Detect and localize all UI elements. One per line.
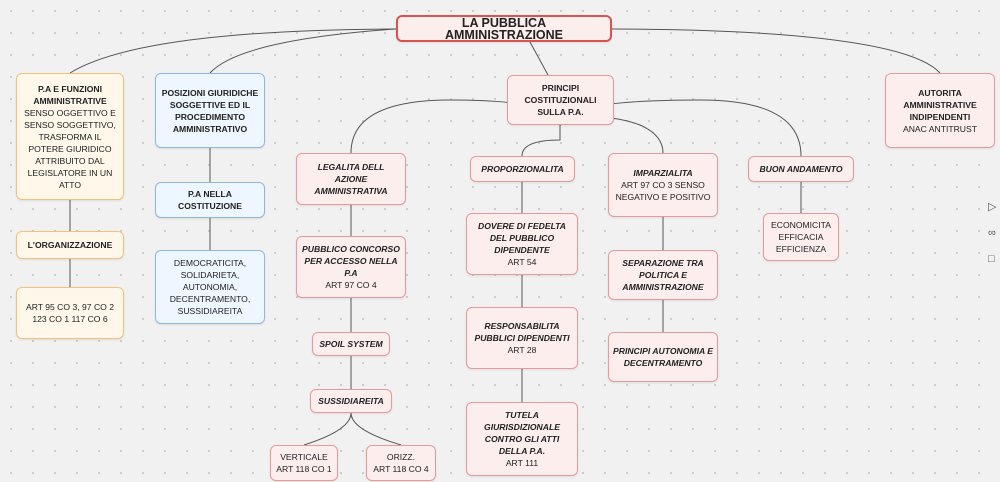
node-dovere[interactable]: [466, 213, 578, 275]
node-text: ART 97 CO 4: [325, 280, 377, 290]
root-node[interactable]: [396, 15, 612, 42]
connector-line: [304, 413, 351, 445]
node-posizioni[interactable]: [155, 73, 265, 148]
node-title: L'ORGANIZZAZIONE: [27, 240, 113, 250]
node-economicita[interactable]: [763, 213, 839, 261]
connector-line: [70, 29, 396, 73]
node-sussidiareita[interactable]: [310, 389, 392, 413]
node-principi[interactable]: [507, 75, 614, 125]
node-autorita[interactable]: [885, 73, 995, 148]
node-title: BUON ANDAMENTO: [759, 164, 843, 174]
node-concorso[interactable]: [296, 236, 406, 298]
node-title: SPOIL SYSTEM: [319, 339, 383, 349]
node-buon-andamento[interactable]: [748, 156, 854, 182]
node-text: ART 28: [507, 345, 537, 355]
node-spoil-system[interactable]: [312, 332, 390, 356]
connector-line: [522, 125, 560, 156]
node-imparzialita[interactable]: [608, 153, 718, 217]
node-title: ORIZZ.: [386, 452, 416, 462]
node-title: PUBBLICO CONCORSO PER ACCESSO NELLA P.A: [302, 244, 400, 278]
node-title: P.A E FUNZIONI AMMINISTRATIVE: [33, 83, 107, 106]
node-title: SUSSIDIAREITA: [318, 396, 384, 406]
node-legalita[interactable]: [296, 153, 406, 205]
node-pa-funzioni[interactable]: [16, 73, 124, 200]
node-text: ANAC ANTITRUST: [902, 123, 977, 134]
node-text: ART 118 CO 1: [276, 464, 332, 474]
node-verticale[interactable]: [270, 445, 338, 481]
node-title: PROPORZIONALITA: [481, 164, 564, 174]
node-title: DOVERE DI FEDELTA DEL PUBBLICO DIPENDENTE: [477, 221, 566, 255]
link-icon[interactable]: ∞: [988, 227, 996, 239]
connector-line: [351, 413, 401, 445]
node-text: ART 118 CO 4: [373, 464, 429, 474]
node-text: ART 54: [507, 257, 537, 267]
node-title: TUTELA GIURISDIZIONALE CONTRO GLI ATTI DELLA P.A.: [484, 410, 560, 456]
node-autonomia[interactable]: [608, 332, 718, 382]
node-responsabilita[interactable]: [466, 307, 578, 369]
node-democraticita[interactable]: [155, 250, 265, 324]
node-organizzazione[interactable]: [16, 231, 124, 259]
node-title: AUTORITA AMMINISTRATIVE INDIPENDENTI: [903, 87, 977, 122]
node-title: IMPARZIALITA: [633, 168, 693, 178]
node-tutela[interactable]: [466, 402, 578, 476]
node-text: ART 111: [505, 458, 539, 468]
node-title: VERTICALE: [280, 452, 328, 462]
node-title: LEGALITA DELL AZIONE AMMINISTRATIVA: [314, 162, 388, 196]
node-proporzionalita[interactable]: [470, 156, 575, 182]
connector-line: [530, 42, 548, 75]
node-title: PRINCIPI COSTITUZIONALI SULLA P.A.: [524, 83, 597, 117]
node-text: ART 95 CO 3, 97 CO 2 123 CO 1 117 CO 6: [25, 302, 115, 324]
node-title: RESPONSABILITA PUBBLICI DIPENDENTI: [474, 321, 570, 343]
right-toolbar: [988, 200, 1000, 279]
node-pa-costituzione[interactable]: [155, 182, 265, 218]
node-separazione[interactable]: [608, 250, 718, 300]
root-title: LA PUBBLICA AMMINISTRAZIONE: [444, 15, 564, 42]
node-text: ECONOMICITA EFFICACIA EFFICIENZA: [771, 220, 831, 254]
node-orizz[interactable]: [366, 445, 436, 481]
comment-icon[interactable]: □: [988, 253, 995, 265]
node-text: ART 97 CO 3 SENSO NEGATIVO E POSITIVO: [615, 180, 711, 202]
cursor-icon[interactable]: ▷: [988, 201, 997, 213]
node-title: POSIZIONI GIURIDICHE SOGGETTIVE ED IL PROCEDIMENTO AMMINISTRATIVO: [161, 87, 259, 134]
node-text: DEMOCRATICITA, SOLIDARIETA, AUTONOMIA, DECENTRAMENTO, SUSSIDIAREITA: [169, 258, 251, 316]
connector-line: [612, 29, 940, 73]
node-art95[interactable]: [16, 287, 124, 339]
node-text: SENSO OGGETTIVO E SENSO SOGGETTIVO, TRASFORMA IL POTERE GIURIDICO ATTRIBUITO DAL LEGISLATORE IN UN ATTO: [24, 107, 116, 190]
node-title: P.A NELLA COSTITUZIONE: [178, 189, 242, 211]
node-title: SEPARAZIONE TRA POLITICA E AMMINISTRAZIONE: [622, 258, 704, 292]
connector-line: [210, 29, 396, 73]
node-title: PRINCIPI AUTONOMIA E DECENTRAMENTO: [613, 346, 713, 368]
